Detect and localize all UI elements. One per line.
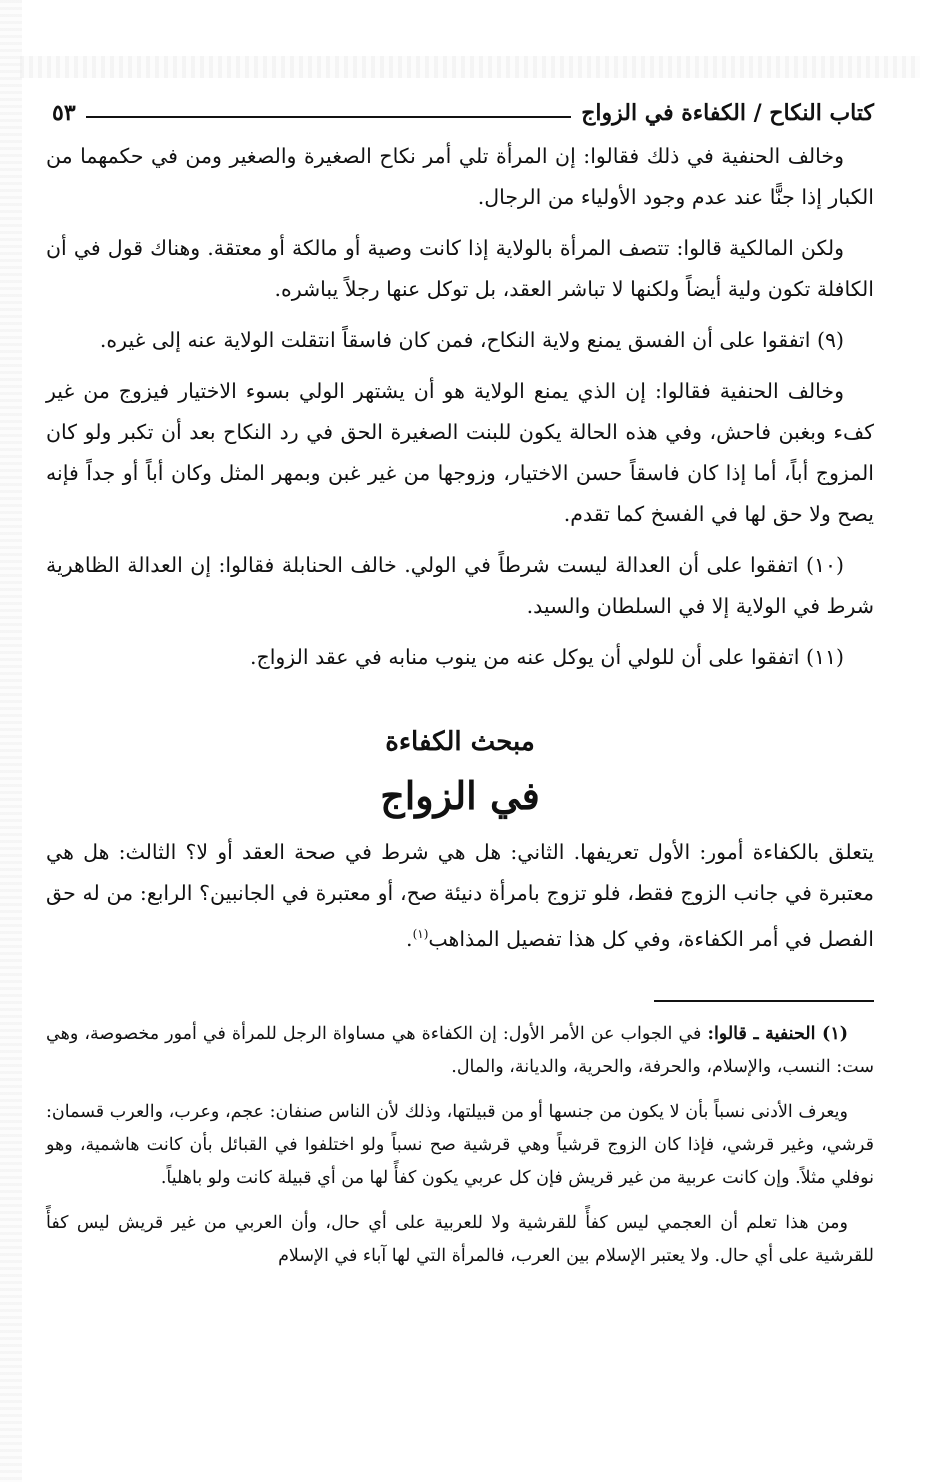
footnote-reference[interactable]: (١) (412, 927, 429, 941)
scan-edge-artifact (0, 0, 22, 1482)
paragraph: (١١) اتفقوا على أن للولي أن يوكل عنه من ينوب منابه في عقد الزواج. (249, 645, 844, 669)
footnote-separator (654, 1000, 874, 1002)
section-heading: مبحث الكفاءة (385, 727, 535, 757)
section-intro: يتعلق بالكفاءة أمور: الأول تعريفها. الثاني: هل هي شرط في صحة العقد أو لا؟ الثالث: هل هي معتبرة في جانب الزوج فقط، فلو تزوج بامرأة دنيئة صح، أو معتبرة في الجانبين؟ الرابع: من له حق الفصل في أمر الكفاءة، وفي كل هذا تفصيل المذاهب$^{(١)}$. (46, 840, 874, 951)
main-text (46, 136, 874, 970)
footnote-paragraph (46, 1018, 874, 1084)
paragraph: ولكن المالكية قالوا: تتصف المرأة بالولاية إذا كانت وصية أو مالكة أو معتقة. وهناك قول في أن الكافلة تكون ولية أيضاً ولكنها لا تباشر العقد، بل توكل عنها رجلاً يباشره. (46, 236, 874, 301)
paragraph: (٩) اتفقوا على أن الفسق يمنع ولاية النكاح، فمن كان فاسقاً انتقلت الولاية عنه إلى غيره. (99, 328, 844, 352)
page-number: ٥٣ (52, 100, 76, 126)
footnote-paragraph: ومن هذا تعلم أن العجمي ليس كفأً للقرشية ولا للعربية على أي حال، وأن العربي من غير قريش ليس كفأً للقرشية على أي حال. ولا يعتبر الإسلام بين العرب، فالمرأة التي لها آباء في الإسلام (46, 1213, 874, 1266)
running-title: كتاب النكاح / الكفاءة في الزواج (581, 100, 874, 126)
paragraph: وخالف الحنفية فقالوا: إن الذي يمنع الولاية هو أن يشتهر الولي بسوء الاختيار فيزوج من غير كفء وبغبن فاحش، وفي هذه الحالة يكون للبنت الصغيرة الحق في رد النكاح بعد أن تكبر ولو كان المزوج أباً، أما إذا كان فاسقاً حسن الاختيار، وزوجها من غير غبن وبمهر المثل وكان أباً أو جداً فإنه يصح ولا حق لها في الفسخ كما تقدم. (46, 379, 874, 526)
section-intro-text: يتعلق بالكفاءة أمور: الأول تعريفها. الثاني: هل هي شرط في صحة العقد أو لا؟ الثالث: هل هي معتبرة في جانب الزوج فقط، فلو تزوج بامرأة دنيئة صح، أو معتبرة في الجانبين؟ الرابع: من له حق الفصل في أمر الكفاءة، وفي كل هذا تفصيل المذاهب (46, 840, 874, 951)
paragraph: وخالف الحنفية في ذلك فقالوا: إن المرأة تلي أمر نكاح الصغيرة والصغير ومن في حكمهما من الكبار إذا جنًّا عند عدم وجود الأولياء من الرجال. (46, 144, 874, 209)
footnote-text: في الجواب عن الأمر الأول: إن الكفاءة هي مساواة الرجل للمرأة في أمور مخصوصة، وهي ست: النسب، والإسلام، والحرفة، والحرية، والديانة، والمال. (46, 1024, 874, 1077)
running-header (52, 92, 874, 126)
footnote-paragraph: ويعرف الأدنى نسباً بأن لا يكون من جنسها أو من قبيلتها، وذلك لأن الناس صنفان: عجم، وعرب، والعرب قسمان: قرشي، وغير قرشي، فإذا كان الزوج قرشياً وهي قرشية صح نسباً ولو اختلفوا في القبائل بأن كانت هاشمية، وهو نوفلي مثلاً. وإن كانت عربية من غير قريش فإن كل عربي يكون كفأً لها من أي قبيلة كانت ولو باهلياً. (46, 1102, 874, 1188)
scan-top-artifact (20, 56, 920, 78)
paragraph: (١٠) اتفقوا على أن العدالة ليست شرطاً في الولي. خالف الحنابلة فقالوا: إن العدالة الظاهرية شرط في الولاية إلا في السلطان والسيد. (46, 553, 874, 618)
footnotes (46, 1018, 874, 1285)
section-subheading: في الزواج (380, 773, 540, 818)
footnote-lead: (١) الحنفية ـ قالوا: (707, 1024, 849, 1044)
header-rule (86, 116, 572, 118)
